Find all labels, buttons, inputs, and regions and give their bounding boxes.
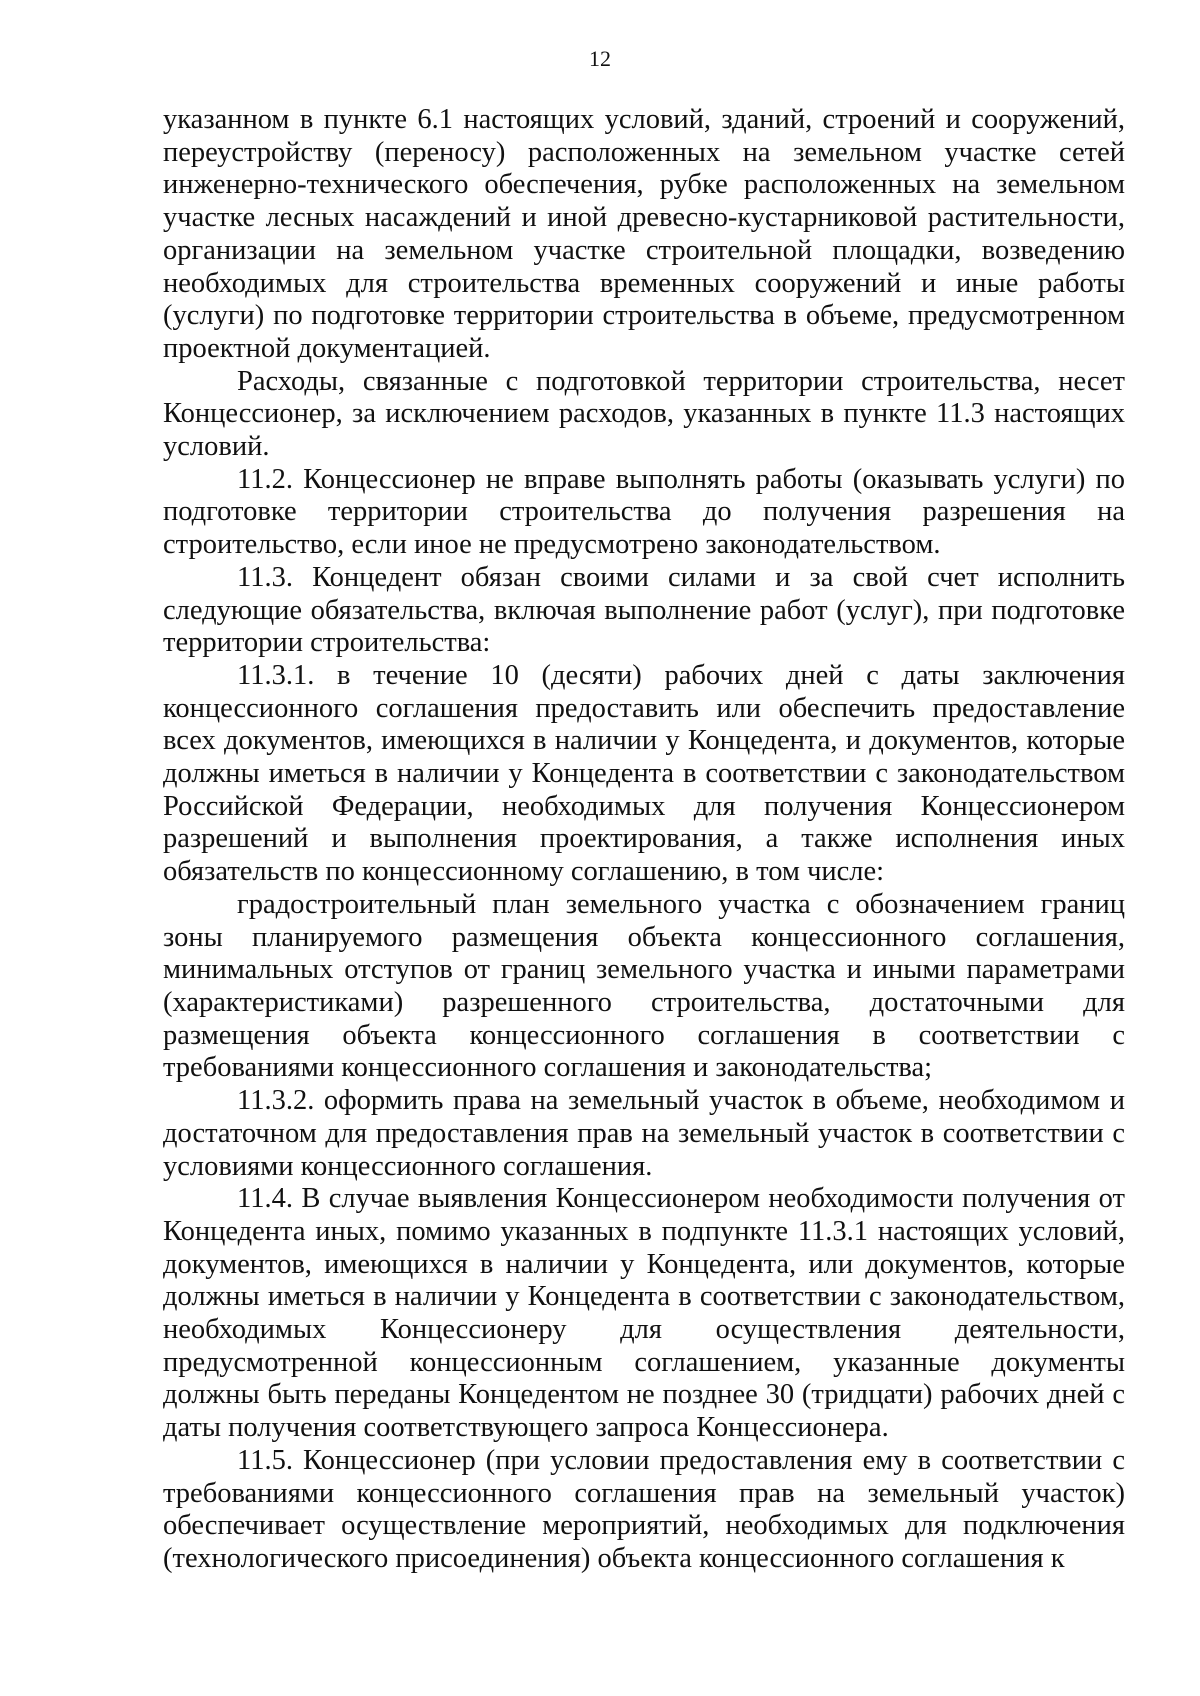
paragraph-construction-costs: Расходы, связанные с подготовкой территории строительства, несет Концессионер, за исключением расходов, указанных в пункте 11.3 настоящих условий. (163, 365, 1125, 463)
paragraph-11-2: 11.2. Концессионер не вправе выполнять работы (оказывать услуги) по подготовке территории строительства до получения разрешения на строительство, если иное не предусмотрено законодательством. (163, 463, 1125, 561)
paragraph-11-3-2: 11.3.2. оформить права на земельный участок в объеме, необходимом и достаточном для предоставления прав на земельный участок в соответствии с условиями концессионного соглашения. (163, 1085, 1125, 1182)
page-number: 12 (589, 46, 611, 71)
paragraph-11-3-1: 11.3.1. в течение 10 (десяти) рабочих дней с даты заключения концессионного соглашения предоставить или обеспечить предоставление всех документов, имеющихся в наличии у Концедента, и документов, которые должны иметься в наличии у Концедента в соответствии с законодательством Российской Федерации, необходимых для получения Концессионером разрешений и выполнения проектирования, а также исполнения иных обязательств по концессионному соглашению, в том числе: (163, 659, 1125, 888)
paragraph-11-5: 11.5. Концессионер (при условии предоставления ему в соответствии с требованиями концессионного соглашения прав на земельный участок) обеспечивает осуществление мероприятий, необходимых для подключения (технологического присоединения) объекта концессионного соглашения к (163, 1444, 1125, 1574)
paragraph-urban-plan: градостроительный план земельного участка с обозначением границ зоны планируемого размещения объекта концессионного соглашения, минимальных отступов от границ земельного участка и иными параметрами (характеристиками) разрешенного строительства, достаточными для размещения объекта концессионного соглашения в соответствии с требованиями концессионного соглашения и законодательства; (163, 888, 1125, 1084)
paragraph-continuation: указанном в пункте 6.1 настоящих условий, зданий, строений и сооружений, переустройству (переносу) расположенных на земельном участке сетей инженерно-технического обеспечения, рубке расположенных на земельном участке лесных насаждений и иной древесно-кустарниковой растительности, организации на земельном участке строительной площадки, возведению необходимых для строительства временных сооружений и иные работы (услуги) по подготовке территории строительства в объеме, предусмотренном проектной документацией. (163, 104, 1125, 364)
paragraph-11-3: 11.3. Концедент обязан своими силами и за свой счет исполнить следующие обязательства, включая выполнение работ (услуг), при подготовке территории строительства: (163, 561, 1125, 659)
document-body (163, 104, 1125, 1576)
paragraph-11-4: 11.4. В случае выявления Концессионером необходимости получения от Концедента иных, помимо указанных в подпункте 11.3.1 настоящих условий, документов, имеющихся в наличии у Концедента, или документов, которые должны иметься в наличии у Концедента в соответствии с законодательством, необходимых Концессионеру для осуществления деятельности, предусмотренной концессионным соглашением, указанные документы должны быть переданы Концедентом не позднее 30 (тридцати) рабочих дней с даты получения соответствующего запроса Концессионера. (163, 1183, 1125, 1444)
